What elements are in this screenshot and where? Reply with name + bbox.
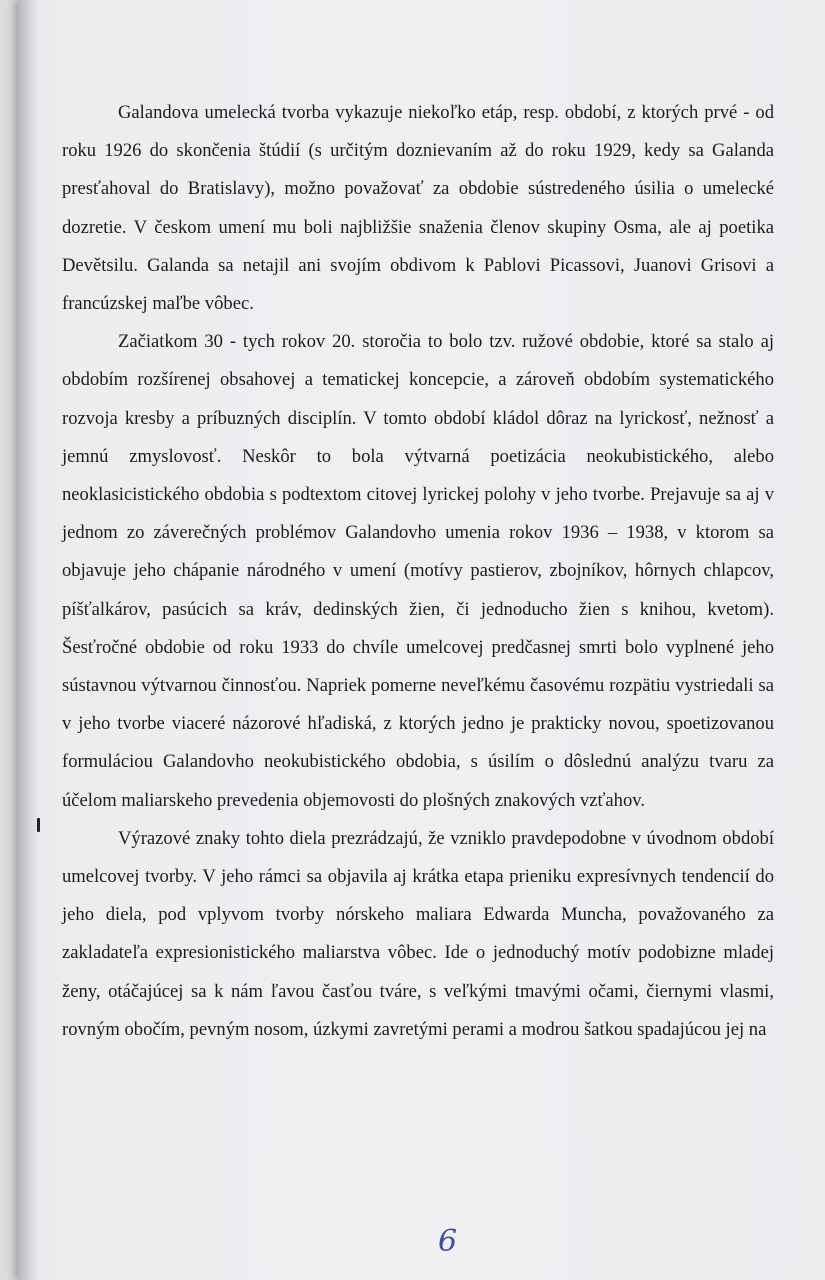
paragraph-2: Začiatkom 30 - tych rokov 20. storočia to bolo tzv. ružové obdobie, ktoré sa stalo aj obdobím rozšírenej obsahovej a tematickej koncepcie, a zároveň obdobím systematického rozvoja kresby a príbuzných disciplín. V tomto období kládol dôraz na lyrickosť, nežnosť a jemnú zmyslovosť. Neskôr to bola výtvarná poetizácia neokubistického, alebo neoklasicistického obdobia s podtextom citovej lyrickej polohy v jeho tvorbe. Prejavuje sa aj v jednom zo záverečných problémov Galandovho umenia rokov 1936 – 1938, v ktorom sa objavuje jeho chápanie národného v umení (motívy pastierov, zbojníkov, hôrnych chlapcov, píšťalkárov, pasúcich sa kráv, dedinských žien, či jednoducho žien s knihou, kvetom). Šesťročné obdobie od roku 1933 do chvíle umelcovej predčasnej smrti bolo vyplnené jeho sústavnou výtvarnou činnosťou. Napriek pomerne neveľkému časovému rozpätiu vystriedali sa v jeho tvorbe viaceré názorové hľadiská, z ktorých jedno je prakticky novou, spoetizovanou formuláciou Galandovho neokubistického obdobia, s úsilím o dôslednú analýzu tvaru za účelom maliarskeho prevedenia objemovosti do plošných znakových vzťahov.	[62, 331, 774, 811]
paragraph-3: Výrazové znaky tohto diela prezrádzajú, že vzniklo pravdepodobne v úvodnom období umelcovej tvorby. V jeho rámci sa objavila aj krátka etapa prieniku expresívnych tendencií do jeho diela, pod vplyvom tvorby nórskeho maliara Edwarda Muncha, považovaného za zakladateľa expresionistického maliarstva vôbec. Ide o jednoduchý motív podobizne mladej ženy, otáčajúcej sa k nám ľavou časťou tváre, s veľkými tmavými očami, čiernymi vlasmi, rovným obočím, pevným nosom, úzkymi zavretými perami a modrou šatkou spadajúcou jej na	[62, 827, 774, 1040]
binding-edge	[18, 0, 38, 1280]
body-text	[62, 94, 774, 1049]
paragraph-1: Galandova umelecká tvorba vykazuje niekoľko etáp, resp. období, z ktorých prvé - od roku 1926 do skončenia štúdií (s určitým doznievaním až do roku 1929, kedy sa Galanda presťahoval do Bratislavy), možno považovať za obdobie sústredeného úsilia o umelecké dozretie. V českom umení mu boli najbližšie snaženia členov skupiny Osma, ale aj poetika Devětsilu. Galanda sa netajil ani svojím obdivom k Pablovi Picassovi, Juanovi Grisovi a francúzskej maľbe vôbec.	[62, 102, 774, 315]
margin-mark	[37, 818, 40, 832]
page-number: 6	[438, 1224, 458, 1259]
document-page	[18, 0, 825, 1280]
